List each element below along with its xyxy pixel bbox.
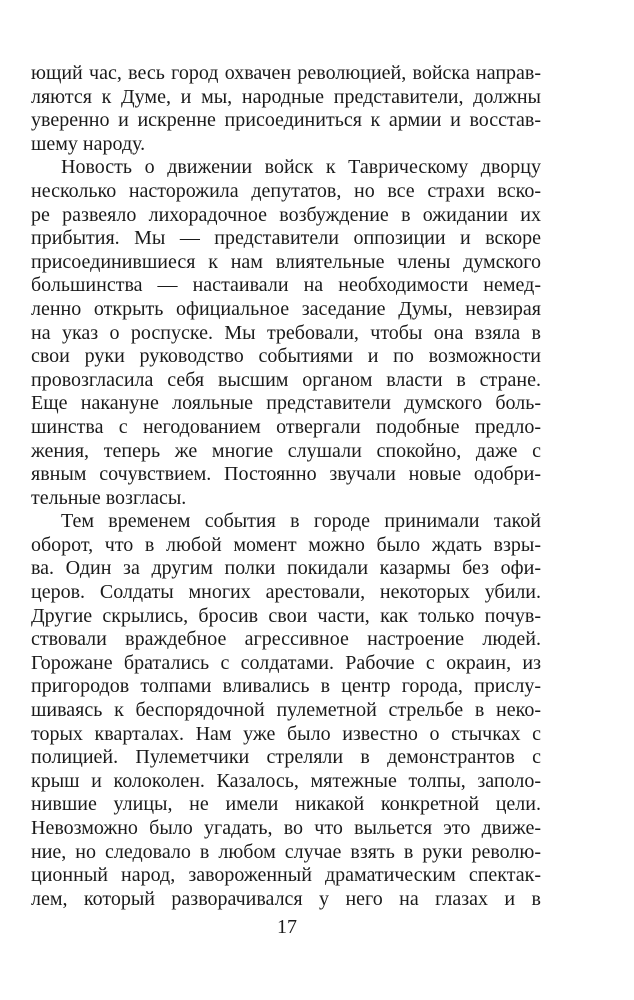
text-line: лем, который разворачивался у него на глазах и в	[31, 887, 541, 910]
text-line: ционный народ, завороженный драматическим спектак-	[31, 864, 541, 887]
text-line: шему народу.	[31, 132, 146, 155]
text-line: прибытия. Мы — представители оппозиции и вскоре	[31, 227, 541, 250]
text-line: присоединившиеся к нам влиятельные члены думского	[31, 250, 541, 273]
text-line: ние, но следовало в любом случае взять в руки револю-	[31, 840, 541, 863]
text-line: ленно открыть официальное заседание Думы, невзирая	[31, 297, 541, 320]
text-line: ствовали враждебное агрессивное настроение людей.	[31, 628, 541, 651]
text-line: оборот, что в любой момент можно было ждать взры-	[31, 533, 541, 556]
text-line: шинства с негодованием отвергали подобные предло-	[31, 415, 541, 438]
text-line: Невозможно было угадать, во что выльется это движе-	[31, 817, 541, 839]
text-line: пригородов толпами вливались в центр города, прислу-	[31, 675, 541, 698]
page-number: 17	[277, 916, 297, 938]
text-line: церов. Солдаты многих арестовали, некоторых убили.	[31, 581, 541, 604]
text-line: провозгласила себя высшим органом власти в стране.	[31, 368, 541, 391]
text-line: нившие улицы, не имели никакой конкретной цели.	[31, 793, 541, 816]
text-line: тельные возгласы.	[31, 486, 187, 509]
paragraph	[31, 156, 541, 510]
text-line: Новость о движении войск к Таврическому дворцу	[61, 156, 541, 179]
text-line: ре развеяло лихорадочное возбуждение в ожидании их	[31, 203, 541, 226]
text-line: Горожане братались с солдатами. Рабочие с окраин, из	[31, 651, 541, 674]
text-line: свои руки руководство событиями и по возможности	[31, 345, 541, 368]
paragraph	[31, 62, 541, 156]
text-line: Еще накануне лояльные представители думского боль-	[31, 392, 541, 415]
text-line: ющий час, весь город охвачен революцией, войска направ-	[31, 62, 541, 84]
text-line: на указ о роспуске. Мы требовали, чтобы она взяла в	[31, 321, 541, 344]
text-line: уверенно и искренне присоединиться к армии и восстав-	[31, 109, 541, 132]
text-line: торых кварталах. Нам уже было известно о стычках с	[31, 722, 541, 745]
text-line: большинства — настаивали на необходимости немед-	[31, 274, 541, 297]
text-line: несколько насторожила депутатов, но все страхи вско-	[31, 179, 541, 202]
text-line: ва. Один за другим полки покидали казармы без офи-	[31, 557, 541, 580]
text-line: полицией. Пулеметчики стреляли в демонстрантов с	[31, 746, 541, 769]
text-line: шиваясь к беспорядочной пулеметной стрельбе в неко-	[31, 699, 541, 722]
text-line: крыш и колоколен. Казалось, мятежные толпы, заполо-	[31, 769, 541, 792]
text-line: Другие скрылись, бросив свои части, как только почув-	[31, 604, 541, 627]
book-page-text	[31, 62, 541, 911]
text-line: ляются к Думе, и мы, народные представители, должны	[31, 85, 541, 108]
text-line: жения, теперь же многие слушали спокойно, даже с	[31, 439, 541, 462]
text-line: Тем временем события в городе принимали такой	[61, 510, 541, 533]
text-line: явным сочувствием. Постоянно звучали новые одобри-	[31, 463, 541, 486]
paragraph	[31, 510, 541, 911]
